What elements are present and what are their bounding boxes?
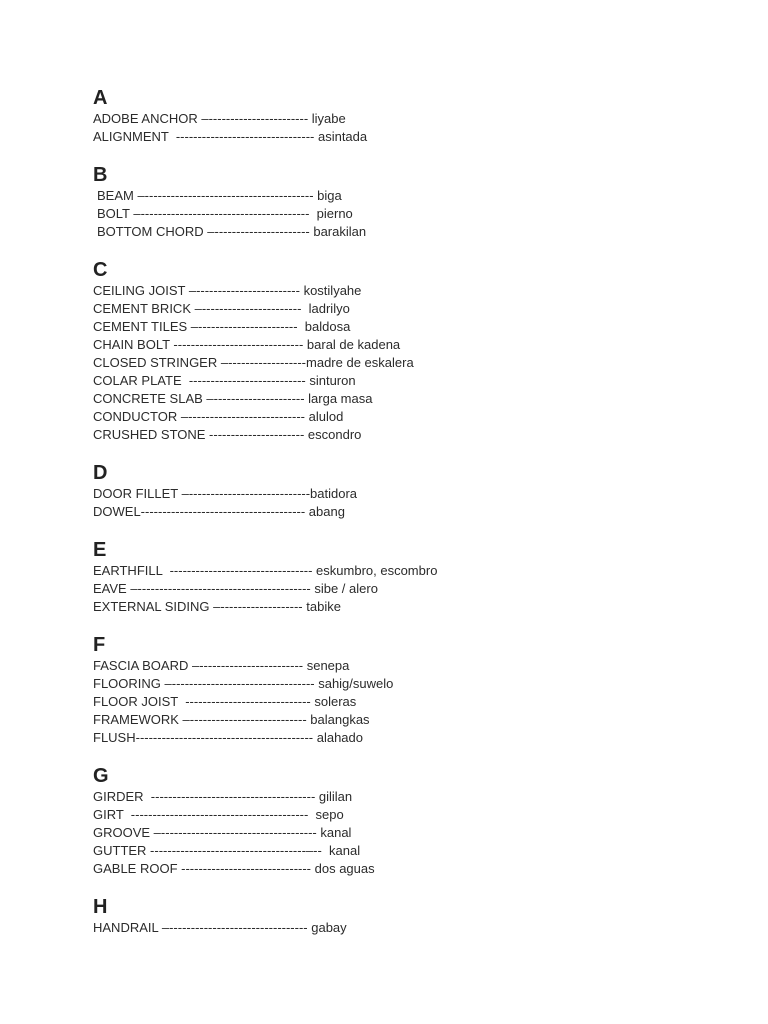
glossary-entry: ALIGNMENT -------------------------------- asintada: [93, 129, 368, 144]
glossary-entry: COLAR PLATE --------------------------- sinturon: [93, 373, 356, 388]
glossary-entry: BOLT –--------------------------------------- pierno: [97, 206, 353, 221]
glossary-entry: FLUSH----------------------------------------- alahado: [93, 730, 363, 745]
section-e: [93, 538, 733, 616]
glossary-entry: BEAM –--------------------------------------- biga: [97, 188, 342, 203]
section-f: [93, 633, 733, 747]
section-heading: C: [93, 259, 108, 281]
glossary-entry: CONCRETE SLAB –--------------------- larga masa: [93, 391, 373, 406]
section-heading: F: [93, 634, 106, 656]
glossary-entry: CHAIN BOLT ------------------------------ baral de kadena: [93, 337, 401, 352]
glossary-page: [93, 86, 733, 937]
glossary-entry: EARTHFILL --------------------------------- eskumbro, escombro: [93, 563, 438, 578]
section-heading: H: [93, 896, 108, 918]
section-c: [93, 258, 733, 444]
section-heading: A: [93, 87, 108, 109]
glossary-entry: DOOR FILLET –----------------------------batidora: [93, 486, 358, 501]
section-h: [93, 895, 733, 937]
section-heading: B: [93, 164, 108, 186]
glossary-entry: FRAMEWORK –--------------------------- balangkas: [93, 712, 370, 727]
glossary-entry: FLOORING –--------------------------------- sahig/suwelo: [93, 676, 394, 691]
glossary-entry: BOTTOM CHORD –---------------------- barakilan: [97, 224, 367, 239]
glossary-entry: FASCIA BOARD –------------------------ senepa: [93, 658, 350, 673]
glossary-entry: GIRT ----------------------------------------- sepo: [93, 807, 344, 822]
section-d: [93, 461, 733, 521]
section-heading: E: [93, 539, 107, 561]
glossary-entry: CRUSHED STONE ---------------------- escondro: [93, 427, 362, 442]
glossary-entry: GABLE ROOF ------------------------------ dos aguas: [93, 861, 375, 876]
glossary-entry: CEMENT BRICK –----------------------- ladrilyo: [93, 301, 350, 316]
glossary-entry: FLOOR JOIST ----------------------------- soleras: [93, 694, 357, 709]
glossary-entry: ADOBE ANCHOR –----------------------- liyabe: [93, 111, 346, 126]
glossary-entry: GROOVE –------------------------------------ kanal: [93, 825, 352, 840]
glossary-entry: EXTERNAL SIDING –------------------- tabike: [93, 599, 341, 614]
glossary-entry: DOWEL-------------------------------------- abang: [93, 504, 345, 519]
section-heading: G: [93, 765, 109, 787]
section-heading: D: [93, 462, 108, 484]
glossary-entry: CEILING JOIST –------------------------ kostilyahe: [93, 283, 362, 298]
glossary-entry: GIRDER -------------------------------------- gililan: [93, 789, 353, 804]
glossary-entry: HANDRAIL –-------------------------------- gabay: [93, 920, 347, 935]
section-a: [93, 86, 733, 146]
glossary-entry: CONDUCTOR –--------------------------- alulod: [93, 409, 344, 424]
glossary-entry: CLOSED STRINGER –------------------madre de eskalera: [93, 355, 414, 370]
glossary-entry: EAVE –---------------------------------------- sibe / alero: [93, 581, 378, 596]
section-b: [93, 163, 733, 241]
glossary-entry: GUTTER ------------------------------------–-- kanal: [93, 843, 361, 858]
section-g: [93, 764, 733, 878]
glossary-entry: CEMENT TILES –----------------------- baldosa: [93, 319, 351, 334]
